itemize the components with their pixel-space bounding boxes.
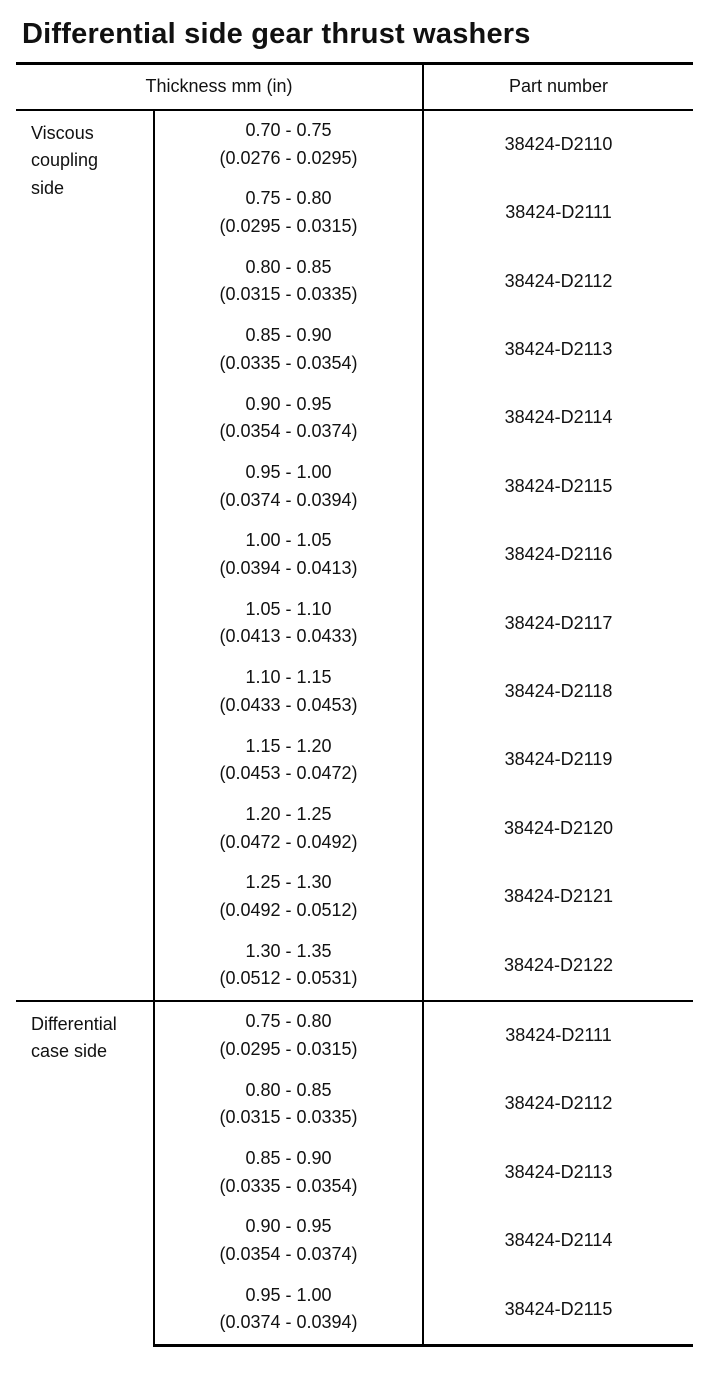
header-thickness: Thickness mm (in) <box>145 76 293 97</box>
thickness-mm: 0.85 - 0.90 <box>245 1147 332 1168</box>
thickness-in: (0.0354 - 0.0374) <box>219 1243 358 1264</box>
thrust-washer-table <box>16 62 693 1347</box>
thickness-mm: 1.00 - 1.05 <box>245 530 332 551</box>
side-label: Differential case side <box>31 1013 117 1062</box>
side-label-cell <box>16 1001 154 1345</box>
thickness-mm: 1.05 - 1.10 <box>245 598 332 619</box>
thickness-in: (0.0276 - 0.0295) <box>219 147 358 168</box>
thickness-cell <box>154 1001 423 1070</box>
thickness-in: (0.0472 - 0.0492) <box>219 831 358 852</box>
part-number: 38424-D2114 <box>504 407 613 428</box>
thickness-cell <box>154 179 423 247</box>
thickness-cell <box>154 521 423 589</box>
thickness-in: (0.0374 - 0.0394) <box>219 1312 358 1333</box>
part-number: 38424-D2111 <box>423 1001 693 1070</box>
thickness-in: (0.0295 - 0.0315) <box>219 1038 358 1059</box>
thickness-in: (0.0315 - 0.0335) <box>219 284 358 305</box>
table-row <box>16 1001 693 1070</box>
thickness-cell <box>154 1138 423 1206</box>
part-number: 38424-D2121 <box>503 886 614 907</box>
part-number: 38424-D2113 <box>504 1161 613 1182</box>
thickness-cell <box>154 1207 423 1275</box>
group-viscous-coupling-side <box>16 110 693 1001</box>
part-number: 38424-D2113 <box>504 339 613 360</box>
thickness-cell <box>154 726 423 794</box>
header-part-number: Part number <box>423 64 693 110</box>
part-number: 38424-D2110 <box>504 133 613 154</box>
part-number: 38424-D2112 <box>504 1093 613 1114</box>
thickness-cell <box>154 1275 423 1345</box>
thickness-in: (0.0433 - 0.0453) <box>219 694 358 715</box>
thickness-mm: 0.95 - 1.00 <box>245 1284 332 1305</box>
thickness-cell <box>154 863 423 931</box>
part-number: 38424-D2115 <box>504 475 613 496</box>
side-label: Viscous coupling side <box>31 122 99 198</box>
thickness-in: (0.0413 - 0.0433) <box>219 626 358 647</box>
thickness-cell <box>154 316 423 384</box>
thickness-cell <box>154 658 423 726</box>
thickness-mm: 0.90 - 0.95 <box>245 1216 332 1237</box>
thickness-mm: 0.80 - 0.85 <box>245 1079 332 1100</box>
thickness-cell <box>154 589 423 657</box>
thickness-in: (0.0335 - 0.0354) <box>219 352 358 373</box>
thickness-cell <box>154 452 423 520</box>
table-row <box>16 110 693 179</box>
part-number: 38424-D2114 <box>504 1230 613 1251</box>
header-row <box>16 64 693 110</box>
thickness-cell <box>154 384 423 452</box>
thickness-mm: 0.95 - 1.00 <box>245 462 332 483</box>
part-number: 38424-D2119 <box>504 749 613 770</box>
thickness-in: (0.0295 - 0.0315) <box>219 216 358 237</box>
thickness-mm: 0.90 - 0.95 <box>245 393 332 414</box>
thickness-mm: 0.75 - 0.80 <box>245 1011 332 1032</box>
thickness-cell <box>154 247 423 315</box>
thickness-cell <box>154 794 423 862</box>
thickness-cell <box>154 110 423 179</box>
part-number: 38424-D2116 <box>504 544 613 565</box>
side-label-cell <box>16 110 154 1001</box>
thickness-in: (0.0354 - 0.0374) <box>219 421 358 442</box>
part-number: 38424-D2122 <box>503 954 614 975</box>
thickness-mm: 0.85 - 0.90 <box>245 325 332 346</box>
thickness-mm: 0.75 - 0.80 <box>245 188 332 209</box>
part-number: 38424-D2117 <box>504 612 613 633</box>
part-number: 38424-D2112 <box>504 270 613 291</box>
thickness-in: (0.0512 - 0.0531) <box>219 968 358 989</box>
group-differential-case-side <box>16 1001 693 1345</box>
page-title: Differential side gear thrust washers <box>22 18 531 50</box>
part-number: 38424-D2118 <box>504 681 613 702</box>
part-number: 38424-D2120 <box>503 817 614 838</box>
thickness-mm: 1.30 - 1.35 <box>245 940 332 961</box>
thickness-mm: 0.80 - 0.85 <box>245 256 332 277</box>
thickness-mm: 1.25 - 1.30 <box>245 872 332 893</box>
thickness-mm: 1.10 - 1.15 <box>245 667 332 688</box>
thickness-mm: 1.20 - 1.25 <box>245 804 332 824</box>
thickness-in: (0.0335 - 0.0354) <box>219 1175 358 1196</box>
thickness-in: (0.0453 - 0.0472) <box>219 763 358 784</box>
thickness-mm: 0.70 - 0.75 <box>245 120 332 141</box>
thickness-in: (0.0492 - 0.0512) <box>219 899 358 920</box>
thickness-in: (0.0374 - 0.0394) <box>219 489 358 510</box>
part-number: 38424-D2111 <box>505 202 612 223</box>
thickness-in: (0.0315 - 0.0335) <box>219 1107 358 1128</box>
thickness-cell <box>154 1070 423 1138</box>
thickness-cell <box>154 931 423 1000</box>
table-header <box>16 64 693 110</box>
thickness-in: (0.0394 - 0.0413) <box>219 558 358 579</box>
part-number: 38424-D2115 <box>423 1275 693 1345</box>
thickness-mm: 1.15 - 1.20 <box>245 735 332 756</box>
